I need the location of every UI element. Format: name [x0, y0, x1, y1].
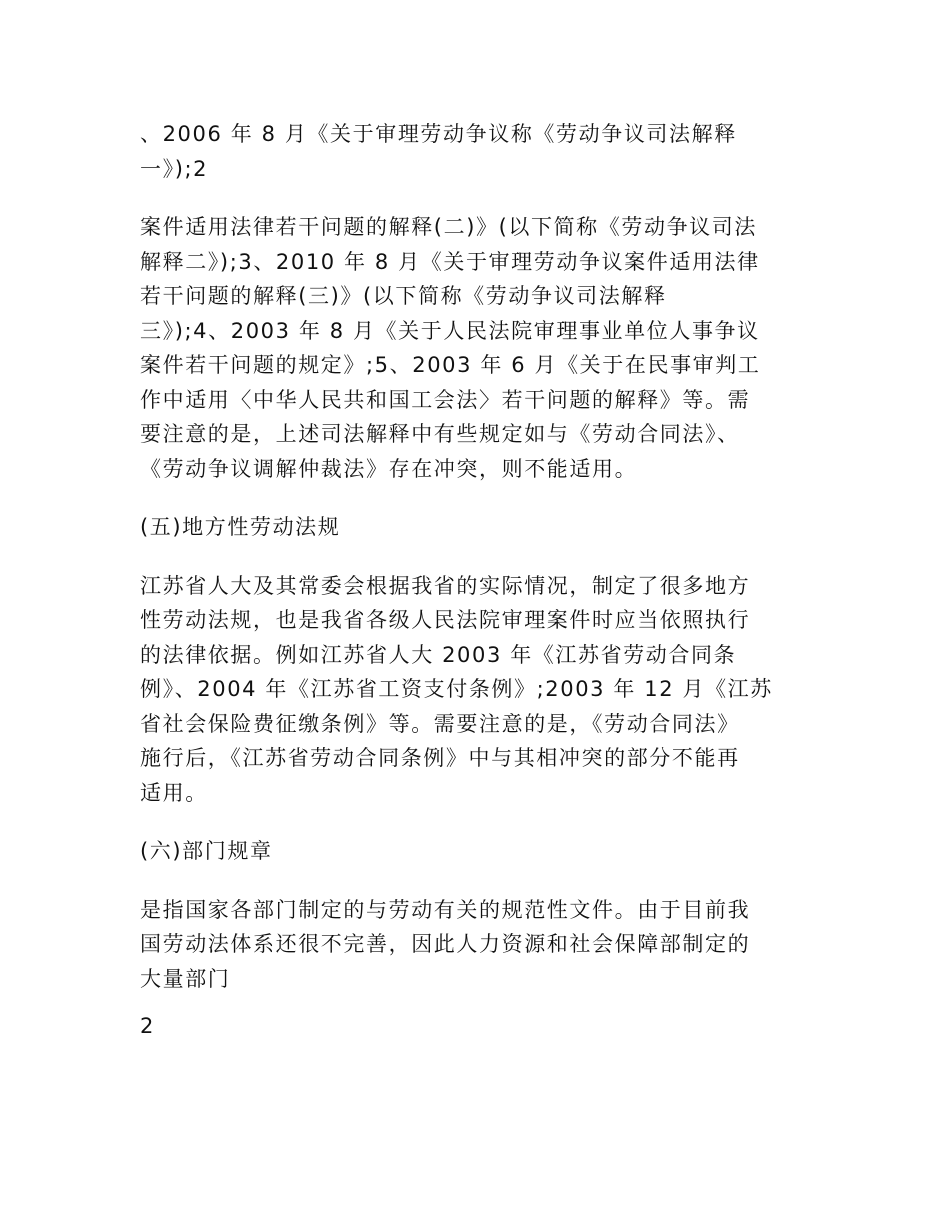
text-line: 大量部门 [140, 966, 231, 991]
document-body [140, 117, 812, 1020]
paragraph-2 [140, 210, 812, 486]
text-line: 例》、2004 年《江苏省工资支付条例》;2003 年 12 月《江苏 [140, 677, 773, 701]
text-line: 省社会保险费征缴条例》等。需要注意的是，《劳动合同法》 [140, 711, 740, 736]
heading-text: (六)部门规章 [140, 839, 273, 863]
text-line: 案件适用法律若干问题的解释(二)》(以下简称《劳动争议司法 [140, 215, 757, 239]
text-line: 、2006 年 8 月《关于审理劳动争议称《劳动争议司法解释 [140, 122, 737, 146]
heading-text: (五)地方性劳动法规 [140, 515, 341, 539]
text-line: 解释二》);3、2010 年 8 月《关于审理劳动争议案件适用法律 [140, 249, 760, 274]
text-line: 是指国家各部门制定的与劳动有关的规范性文件。由于目前我 [140, 897, 751, 922]
text-line: 施行后，《江苏省劳动合同条例》中与其相冲突的部分不能再 [140, 746, 740, 770]
paragraph-3 [140, 569, 812, 811]
page-number: 2 [140, 1014, 154, 1038]
text-line: 作中适用〈中华人民共和国工会法〉若干问题的解释》等。需 [140, 387, 751, 412]
section-heading-6 [140, 834, 812, 869]
text-line: 一》);2 [140, 156, 209, 181]
text-line: 三》);4、2003 年 8 月《关于人民法院审理事业单位人事争议 [140, 318, 760, 343]
section-heading-5 [140, 510, 812, 545]
text-line: 《劳动争议调解仲裁法》存在冲突，则不能适用。 [140, 456, 638, 481]
paragraph-1 [140, 117, 812, 186]
text-line: 适用。 [140, 780, 208, 805]
text-line: 要注意的是，上述司法解释中有些规定如与《劳动合同法》、 [140, 422, 740, 446]
text-line: 江苏省人大及其常委会根据我省的实际情况，制定了很多地方 [140, 573, 751, 598]
text-line: 国劳动法体系还很不完善，因此人力资源和社会保障部制定的 [140, 932, 751, 956]
text-line: 案件若干问题的规定》;5、2003 年 6 月《关于在民事审判工 [140, 353, 761, 377]
text-line: 的法律依据。例如江苏省人大 2003 年《江苏省劳动合同条 [140, 642, 737, 667]
text-line: 若干问题的解释(三)》(以下简称《劳动争议司法解释 [140, 284, 667, 308]
text-line: 性劳动法规，也是我省各级人民法院审理案件时应当依照执行 [140, 608, 751, 632]
paragraph-4 [140, 893, 812, 997]
